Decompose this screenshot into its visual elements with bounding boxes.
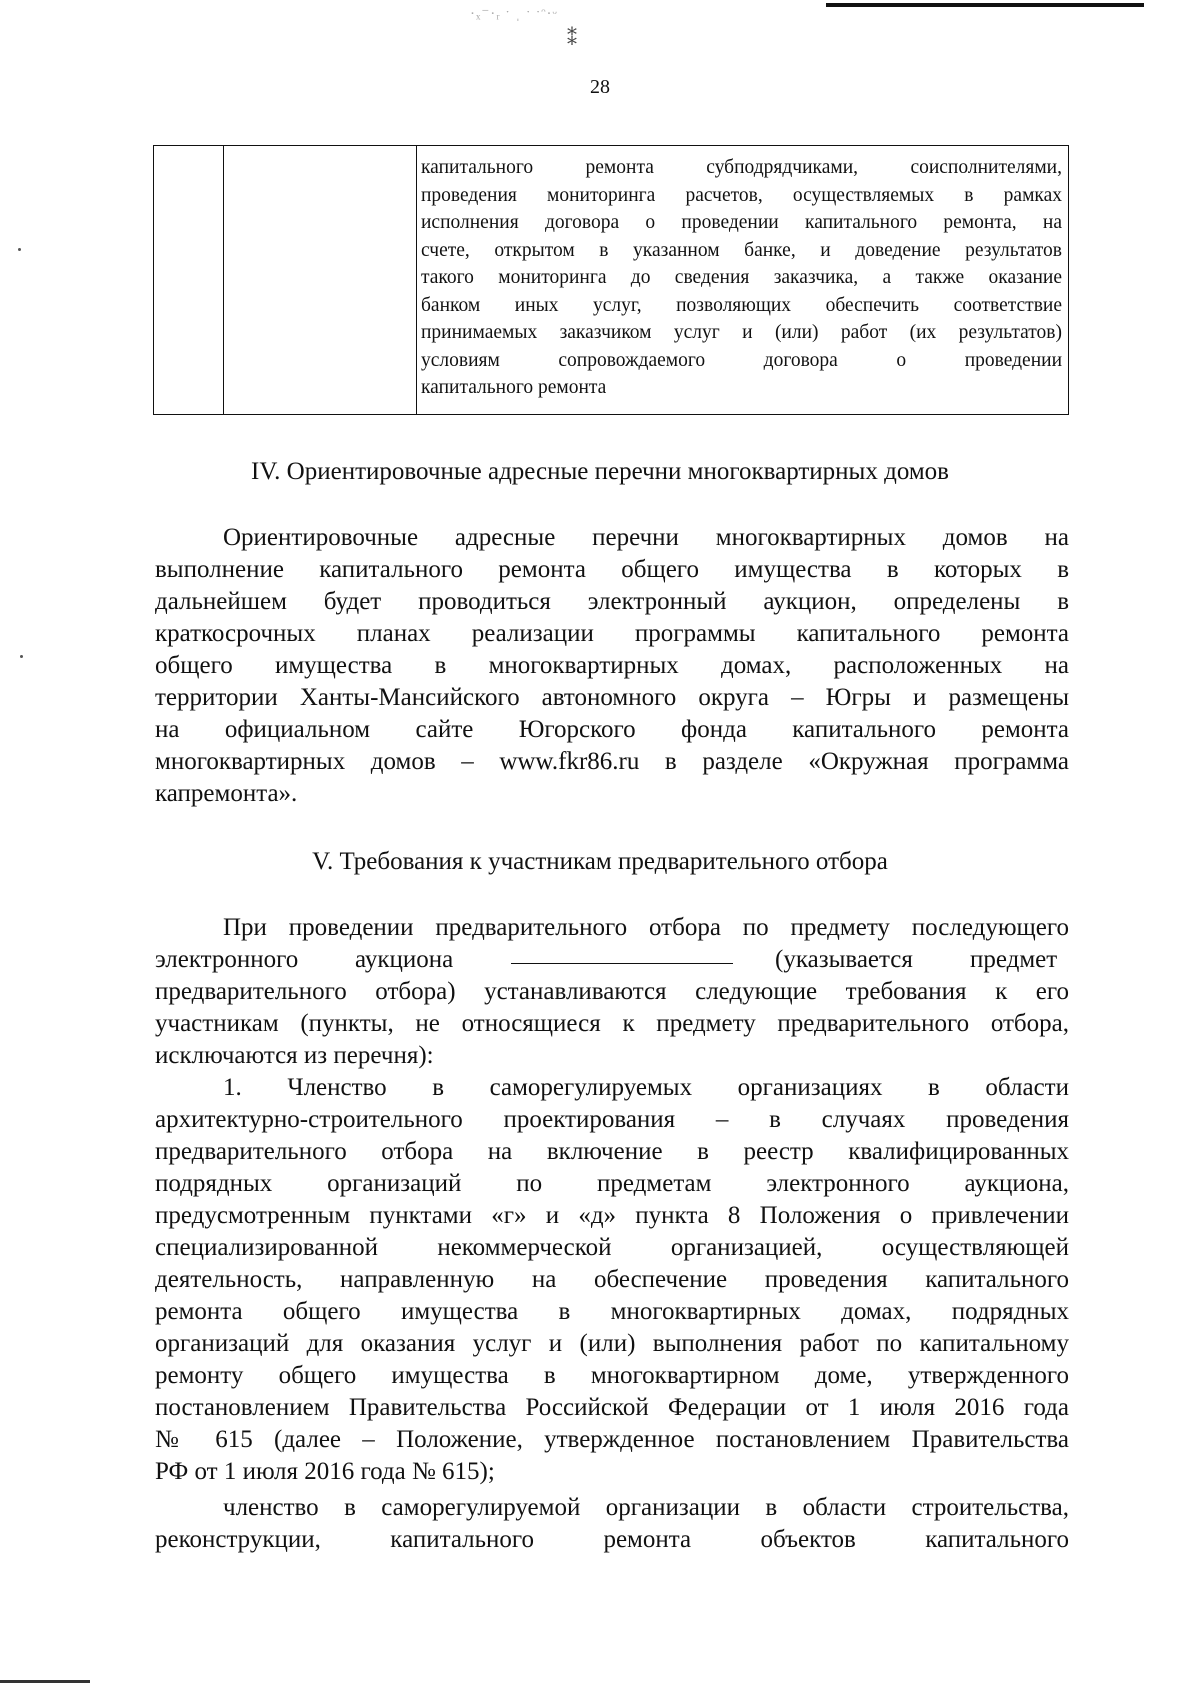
paragraph-line-part: аукциона — [355, 946, 454, 973]
paragraph-line: Ориентировочные адресные перечни многоквартирных домов на — [223, 524, 1069, 551]
table-text-line: счете, открытом в указанном банке, и доведение результатов — [421, 239, 1062, 261]
scan-edge-mark — [0, 1680, 90, 1683]
table-text-line: капитального ремонта субподрядчиками, соисполнителями, — [421, 157, 1062, 178]
list-item-line: деятельность, направленную на обеспечение проведения капитального — [155, 1266, 1069, 1293]
paragraph-line: территории Ханты-Мансийского автономного округа – Югры и размещены — [155, 684, 1069, 711]
list-item-line: ремонту общего имущества в многоквартирном доме, утвержденного — [155, 1362, 1069, 1389]
table-text-line: условиям сопровождаемого договора о проведении — [421, 349, 1062, 371]
list-item-line: специализированной некоммерческой организацией, осуществляющей — [155, 1234, 1069, 1261]
paragraph-line: При проведении предварительного отбора по предмету последующего — [223, 914, 1069, 941]
paragraph-line: реконструкции, капитального ремонта объектов капитального — [155, 1526, 1069, 1553]
table-text-line: такого мониторинга до сведения заказчика, а также оказание — [421, 267, 1062, 288]
paragraph-line: предварительного отбора) устанавливаются следующие требования к его — [155, 978, 1069, 1005]
table-column-divider — [416, 146, 417, 414]
table-text-line: принимаемых заказчиком услуг и (или) работ (их результатов) — [421, 322, 1062, 343]
page-number: 28 — [590, 76, 610, 98]
table-text-line: проведения мониторинга расчетов, осуществляемых в рамках — [421, 184, 1062, 206]
paragraph-line: участникам (пункты, не относящиеся к предмету предварительного отбора, — [155, 1010, 1069, 1037]
fill-in-blank — [511, 944, 733, 976]
paragraph-line: многоквартирных домов – www.fkr86.ru в разделе «Окружная программа — [155, 748, 1069, 775]
list-item-line: предусмотренным пунктами «г» и «д» пункта 8 Положения о привлечении — [155, 1202, 1069, 1229]
list-item-line: архитектурно-строительного проектирования – в случаях проведения — [155, 1106, 1069, 1133]
paragraph-line: членство в саморегулируемой организации в области строительства, — [223, 1494, 1069, 1521]
scan-speck — [20, 655, 23, 658]
scan-artifact: ·ₓ⁻·ᵣ ˑ ˌ ˑ ˑᵔ·ᵕ — [470, 6, 558, 22]
list-item-line: 1. Членство в саморегулируемых организациях в области — [223, 1074, 1069, 1101]
paragraph-line-part: предмет — [970, 946, 1058, 973]
paragraph-line: исключаются из перечня): — [155, 1042, 434, 1069]
paragraph-line-part: (указывается — [775, 946, 913, 973]
table-text-line: исполнения договора о проведении капитального ремонта, на — [421, 212, 1062, 233]
paragraph-line: на официальном сайте Югорского фонда капитального ремонта — [155, 716, 1069, 743]
list-item-line: подрядных организаций по предметам электронного аукциона, — [155, 1170, 1069, 1197]
list-item-line: предварительного отбора на включение в реестр квалифицированных — [155, 1138, 1069, 1165]
paragraph-line: дальнейшем будет проводиться электронный аукцион, определены в — [155, 588, 1069, 615]
section-heading: IV. Ориентировочные адресные перечни многоквартирных домов — [251, 458, 949, 485]
paragraph-line: капремонта». — [155, 780, 298, 807]
table-text-line: капитального ремонта — [421, 377, 607, 398]
paragraph-line: общего имущества в многоквартирных домах, расположенных на — [155, 652, 1069, 679]
table-text-line: банком иных услуг, позволяющих обеспечить соответствие — [421, 294, 1062, 316]
table-column-divider — [223, 146, 224, 414]
section-heading: V. Требования к участникам предварительного отбора — [312, 848, 888, 875]
list-item-line: РФ от 1 июля 2016 года № 615); — [155, 1458, 495, 1485]
requirements-table — [153, 145, 1069, 415]
list-item-line: организаций для оказания услуг и (или) выполнения работ по капитальному — [155, 1330, 1069, 1357]
list-item-line: № 615 (далее – Положение, утвержденное постановлением Правительства — [155, 1426, 1069, 1453]
scan-speck — [18, 248, 21, 251]
paragraph-line: краткосрочных планах реализации программы капитального ремонта — [155, 620, 1069, 647]
paragraph-line: выполнение капитального ремонта общего имущества в которых в — [155, 556, 1069, 583]
list-item-line: постановлением Правительства Российской Федерации от 1 июля 2016 года — [155, 1394, 1069, 1421]
scan-mark: ⁑ — [567, 28, 577, 50]
list-item-line: ремонта общего имущества в многоквартирных домах, подрядных — [155, 1298, 1069, 1325]
top-rule — [826, 3, 1144, 7]
paragraph-line-part: электронного — [155, 946, 299, 973]
